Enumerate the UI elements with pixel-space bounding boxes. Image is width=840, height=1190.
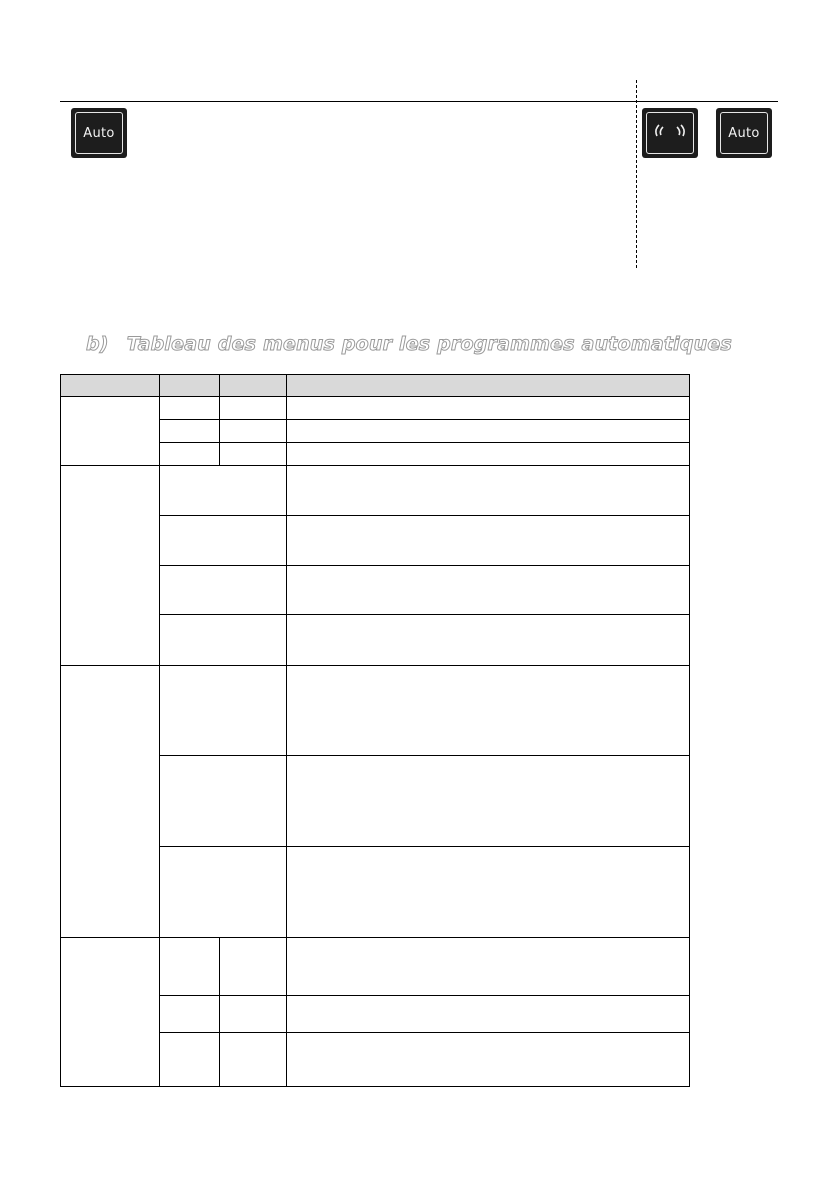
table-cell	[160, 420, 220, 443]
table-cell	[61, 938, 160, 1087]
top-rule	[60, 101, 778, 102]
table-header-cell	[160, 375, 220, 397]
table-cell	[287, 516, 690, 566]
table-cell	[287, 996, 690, 1033]
table-cell	[160, 847, 287, 938]
auto-icon-label-right: Auto	[728, 125, 760, 141]
table-cell	[160, 397, 220, 420]
table-cell	[61, 397, 160, 466]
table-header-row	[61, 375, 690, 397]
table-cell	[287, 615, 690, 666]
table-cell	[287, 666, 690, 756]
table-cell	[287, 756, 690, 847]
table-row	[61, 938, 690, 996]
table-row	[61, 666, 690, 756]
table-cell	[287, 1033, 690, 1087]
table-cell	[160, 938, 220, 996]
table-cell	[287, 443, 690, 466]
table-cell	[220, 443, 287, 466]
table-header-cell	[220, 375, 287, 397]
table-row	[61, 466, 690, 516]
table-cell	[61, 666, 160, 938]
table-header-cell	[287, 375, 690, 397]
table-cell	[160, 516, 287, 566]
table-cell	[160, 566, 287, 615]
table-cell	[287, 847, 690, 938]
table-cell	[220, 938, 287, 996]
table-cell	[220, 996, 287, 1033]
table-cell	[160, 666, 287, 756]
auto-button-icon-right	[716, 108, 772, 158]
auto-icon-label: Auto	[83, 125, 115, 141]
table-cell	[287, 397, 690, 420]
table-row	[61, 397, 690, 420]
table-header-cell	[61, 375, 160, 397]
table-cell	[287, 938, 690, 996]
table-cell	[160, 615, 287, 666]
auto-button-icon	[71, 108, 127, 158]
table-cell	[287, 566, 690, 615]
table-cell	[220, 420, 287, 443]
table-cell	[160, 466, 287, 516]
section-heading	[86, 333, 732, 355]
table-cell	[220, 1033, 287, 1087]
table-cell	[160, 1033, 220, 1087]
column-divider	[636, 80, 637, 268]
table-cell	[160, 443, 220, 466]
section-title: Tableau des menus pour les programmes automatiques	[126, 333, 732, 355]
table-cell	[160, 756, 287, 847]
table-cell	[287, 466, 690, 516]
table-cell	[287, 420, 690, 443]
table-cell	[61, 466, 160, 666]
section-number: b)	[86, 333, 109, 355]
auto-programs-menu-table	[60, 374, 690, 1087]
sensor-waves-icon	[642, 108, 698, 158]
table-cell	[220, 397, 287, 420]
table-cell	[160, 996, 220, 1033]
